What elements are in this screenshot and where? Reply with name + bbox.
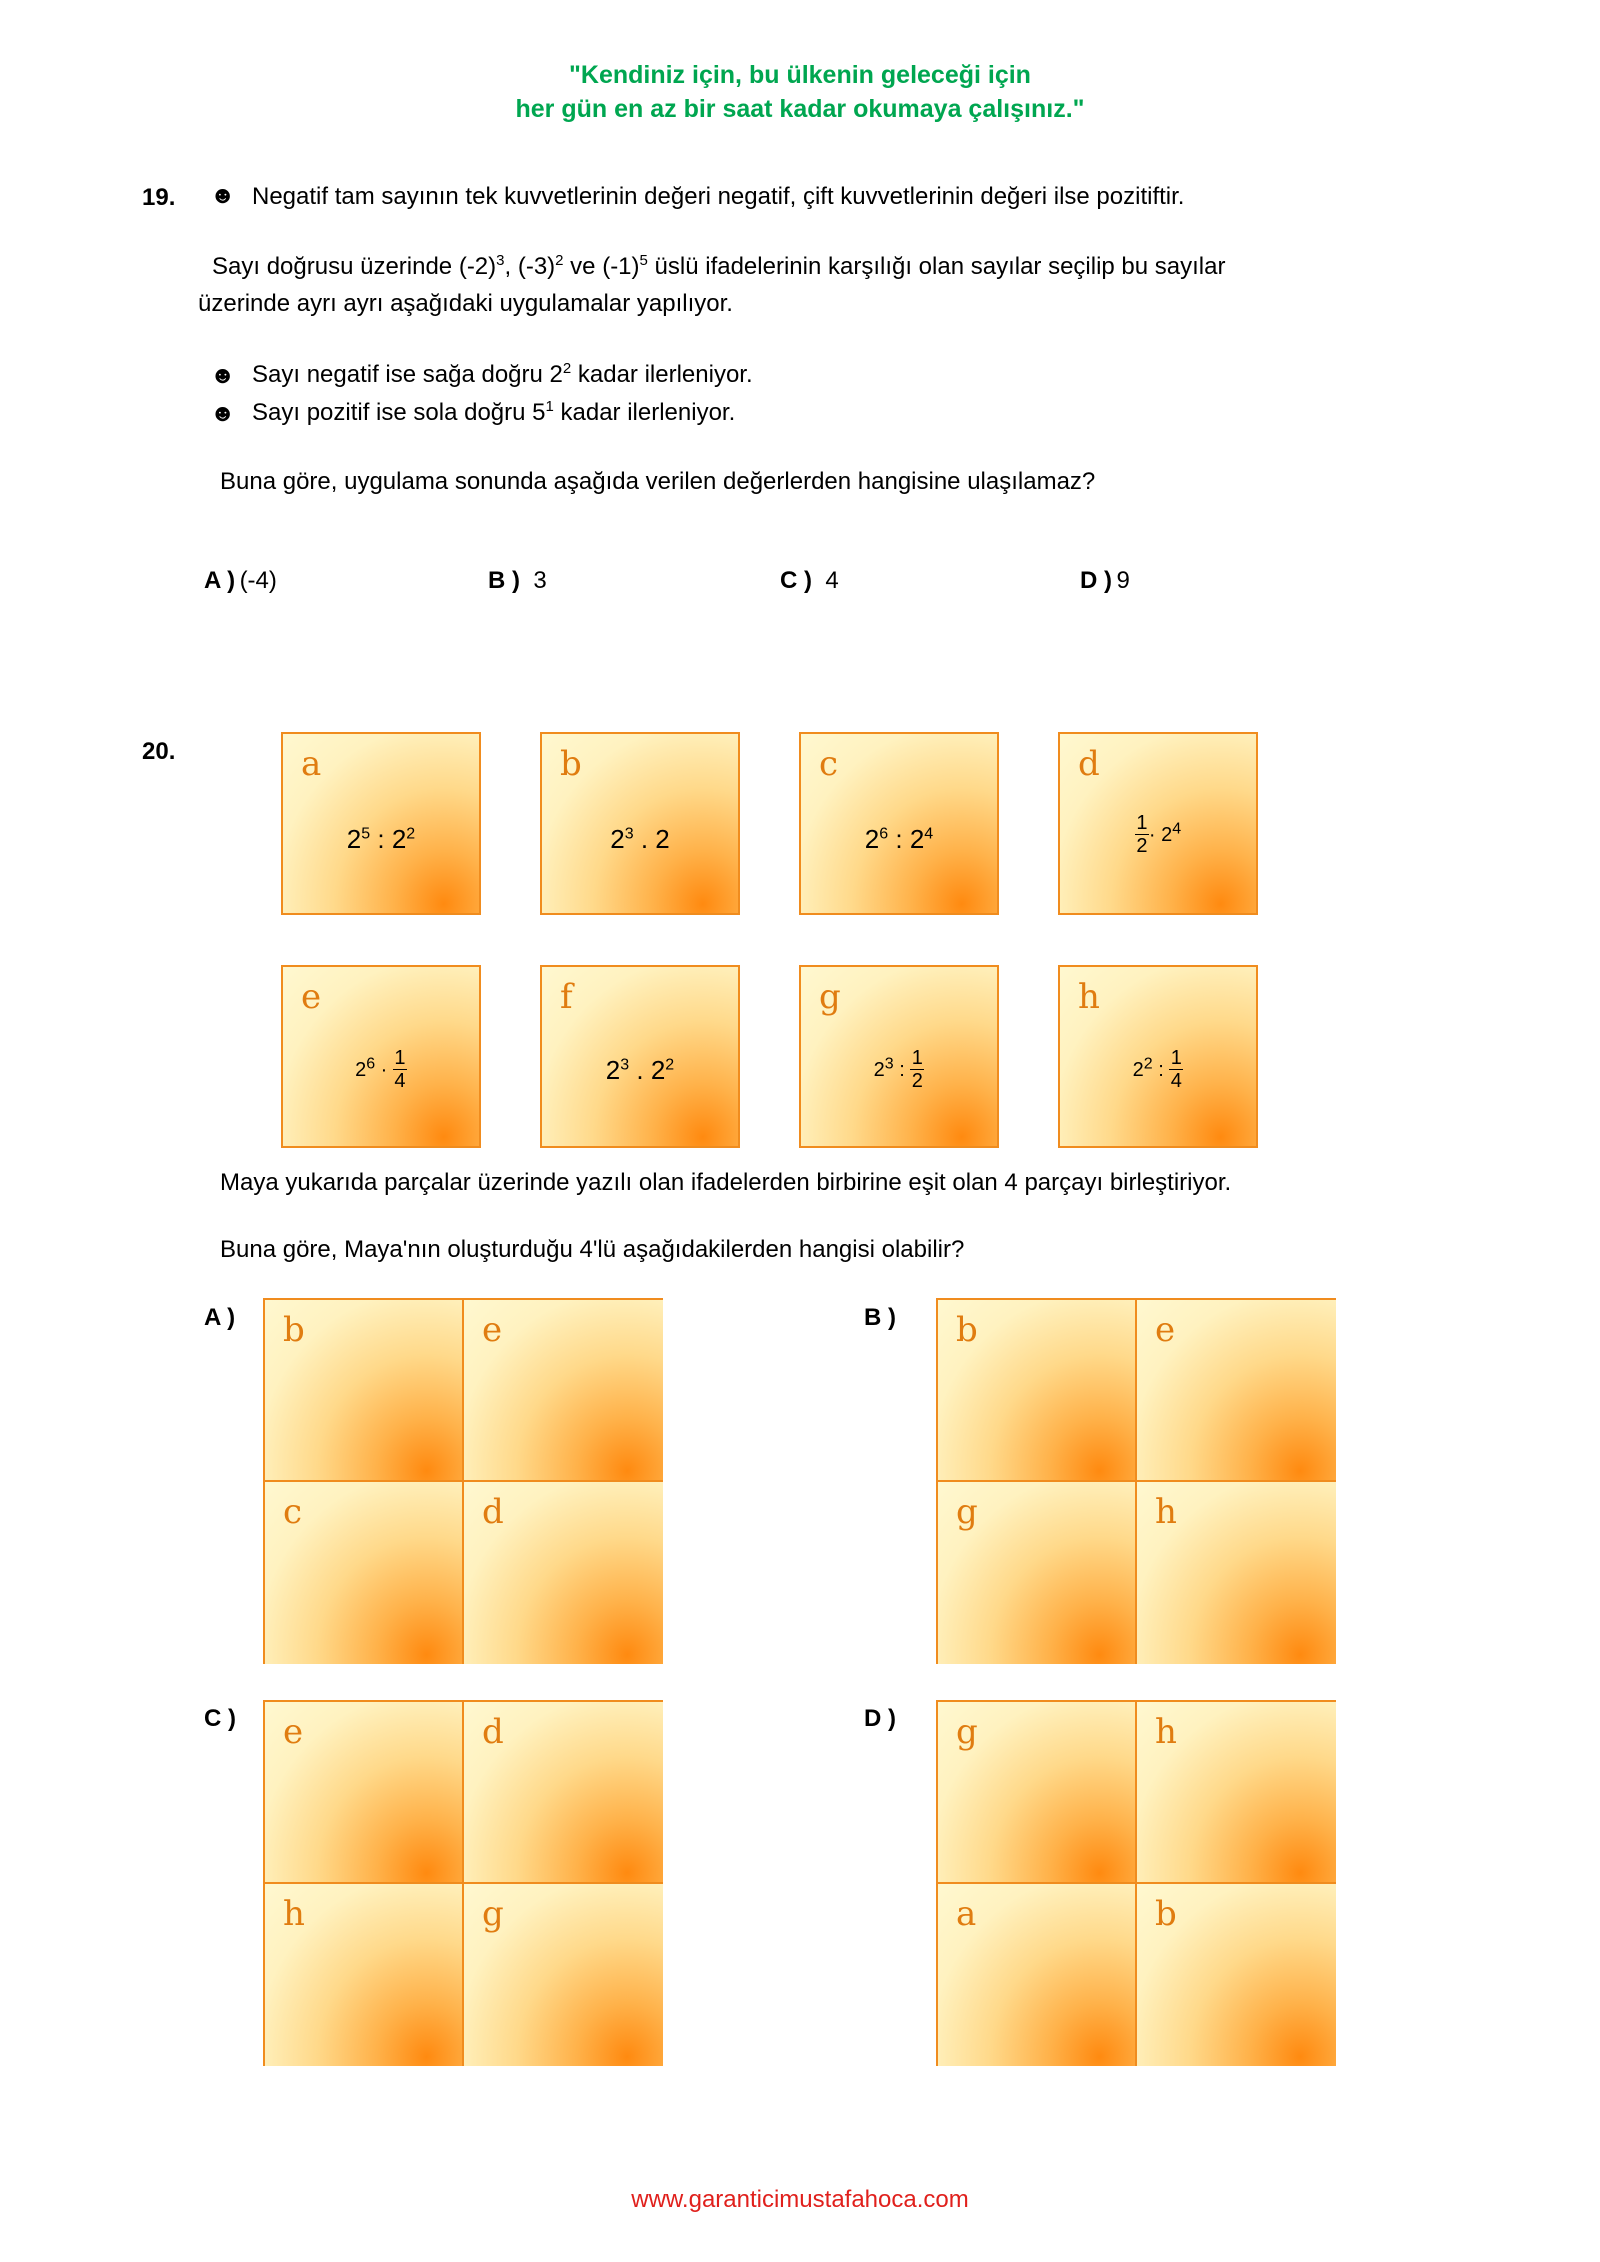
option-label: A ) — [204, 567, 236, 594]
tile-letter: d — [1078, 744, 1100, 784]
tile-expression: $2^3$ . 2 — [610, 824, 670, 854]
grid-cell: g — [464, 1884, 663, 2066]
grid-cell: h — [1137, 1702, 1336, 1884]
tile-e — [281, 965, 481, 1148]
tile-expression: $\frac{1}{2}$ · $2^4$ — [1136, 812, 1182, 857]
footer-website-link[interactable]: www.garanticimustafahoca.com — [631, 2186, 969, 2213]
tile-expression: $2^6$ · $\frac{1}{4}$ — [355, 1047, 406, 1092]
q20-option-a-grid[interactable] — [263, 1298, 663, 1664]
smiley-bullet-icon: ☻ — [210, 182, 236, 209]
tile-letter: g — [819, 977, 841, 1017]
option-value: 4 — [825, 567, 839, 594]
grid-cell: g — [938, 1702, 1137, 1884]
q20-option-c-grid[interactable] — [263, 1700, 663, 2066]
tile-letter: h — [1078, 977, 1100, 1017]
tile-d — [1058, 732, 1258, 915]
q20-option-c-label[interactable]: C ) — [204, 1705, 236, 1732]
motto-line-1: "Kendiniz için, bu ülkenin geleceği için — [569, 61, 1031, 89]
tile-c — [799, 732, 999, 915]
q19-option-d[interactable] — [1080, 567, 1130, 595]
fraction: $\frac{1}{2}$ — [1136, 812, 1148, 857]
option-value: 3 — [533, 567, 547, 594]
grid-cell: b — [938, 1300, 1137, 1482]
grid-cell: b — [265, 1300, 464, 1482]
grid-cell: d — [464, 1702, 663, 1884]
question-20-number: 20. — [142, 738, 176, 765]
q20-question: Buna göre, Maya'nın oluşturduğu 4'lü aşağıdakilerden hangisi olabilir? — [220, 1236, 965, 1263]
q19-paragraph-line-1: Sayı doğrusu üzerinde $(-2)^3$, $(-3)^2$ ve $(-1)^5$ üslü ifadelerinin karşılığı olan sayılar seçilip bu sayılar — [212, 252, 1226, 280]
option-label: B ) — [488, 567, 520, 594]
q19-option-b[interactable] — [488, 567, 547, 595]
grid-cell: e — [464, 1300, 663, 1482]
smiley-bullet-icon: ☻ — [210, 400, 236, 427]
q20-option-b-label[interactable]: B ) — [864, 1304, 896, 1331]
option-value: (-4) — [239, 567, 277, 594]
tile-a — [281, 732, 481, 915]
tile-expression: $2^3$ . $2^2$ — [605, 1055, 675, 1085]
q20-statement: Maya yukarıda parçalar üzerinde yazılı olan ifadelerden birbirine eşit olan 4 parçayı birleştiriyor. — [220, 1169, 1232, 1196]
fraction: $\frac{1}{4}$ — [1170, 1047, 1182, 1092]
q20-option-d-grid[interactable] — [936, 1700, 1336, 2066]
q19-rule-1: Sayı negatif ise sağa doğru $2^2$ kadar ilerleniyor. — [252, 360, 753, 388]
tile-expression: $2^5$ : $2^2$ — [346, 824, 416, 854]
q19-option-a[interactable] — [204, 567, 277, 595]
grid-cell: g — [938, 1482, 1137, 1664]
fraction: $\frac{1}{4}$ — [394, 1047, 406, 1092]
tile-expression: $2^2$ : $\frac{1}{4}$ — [1132, 1047, 1182, 1092]
q20-option-d-label[interactable]: D ) — [864, 1705, 896, 1732]
smiley-bullet-icon: ☻ — [210, 362, 236, 389]
grid-cell: d — [464, 1482, 663, 1664]
grid-cell: e — [1137, 1300, 1336, 1482]
tile-letter: a — [301, 744, 322, 784]
q19-paragraph-line-2: üzerinde ayrı ayrı aşağıdaki uygulamalar yapılıyor. — [198, 290, 733, 317]
option-value: 9 — [1116, 567, 1130, 594]
grid-cell: a — [938, 1884, 1137, 2066]
grid-cell: h — [265, 1884, 464, 2066]
question-19-number: 19. — [142, 184, 176, 211]
tile-expression: $2^3$ : $\frac{1}{2}$ — [873, 1047, 923, 1092]
option-label: C ) — [780, 567, 812, 594]
option-label: D ) — [1080, 567, 1112, 594]
grid-cell: e — [265, 1702, 464, 1884]
motto-line-2: her gün en az bir saat kadar okumaya çalışınız." — [515, 95, 1085, 123]
tile-h — [1058, 965, 1258, 1148]
tile-letter: b — [560, 744, 582, 784]
q19-statement: Negatif tam sayının tek kuvvetlerinin değeri negatif, çift kuvvetlerinin değeri ilse pozitiftir. — [252, 183, 1185, 210]
q19-rule-2: Sayı pozitif ise sola doğru $5^1$ kadar ilerleniyor. — [252, 398, 736, 426]
tile-f — [540, 965, 740, 1148]
fraction: $\frac{1}{2}$ — [911, 1047, 923, 1092]
tile-letter: c — [819, 744, 839, 784]
tile-letter: f — [560, 977, 573, 1017]
grid-cell: h — [1137, 1482, 1336, 1664]
tile-letter: e — [301, 977, 322, 1017]
q19-option-c[interactable] — [780, 567, 839, 595]
grid-cell: b — [1137, 1884, 1336, 2066]
q20-option-b-grid[interactable] — [936, 1298, 1336, 1664]
q20-option-a-label[interactable]: A ) — [204, 1304, 236, 1331]
tile-expression: $2^6$ : $2^4$ — [864, 824, 934, 854]
q19-question: Buna göre, uygulama sonunda aşağıda verilen değerlerden hangisine ulaşılamaz? — [220, 468, 1096, 495]
grid-cell: c — [265, 1482, 464, 1664]
tile-b — [540, 732, 740, 915]
tile-g — [799, 965, 999, 1148]
